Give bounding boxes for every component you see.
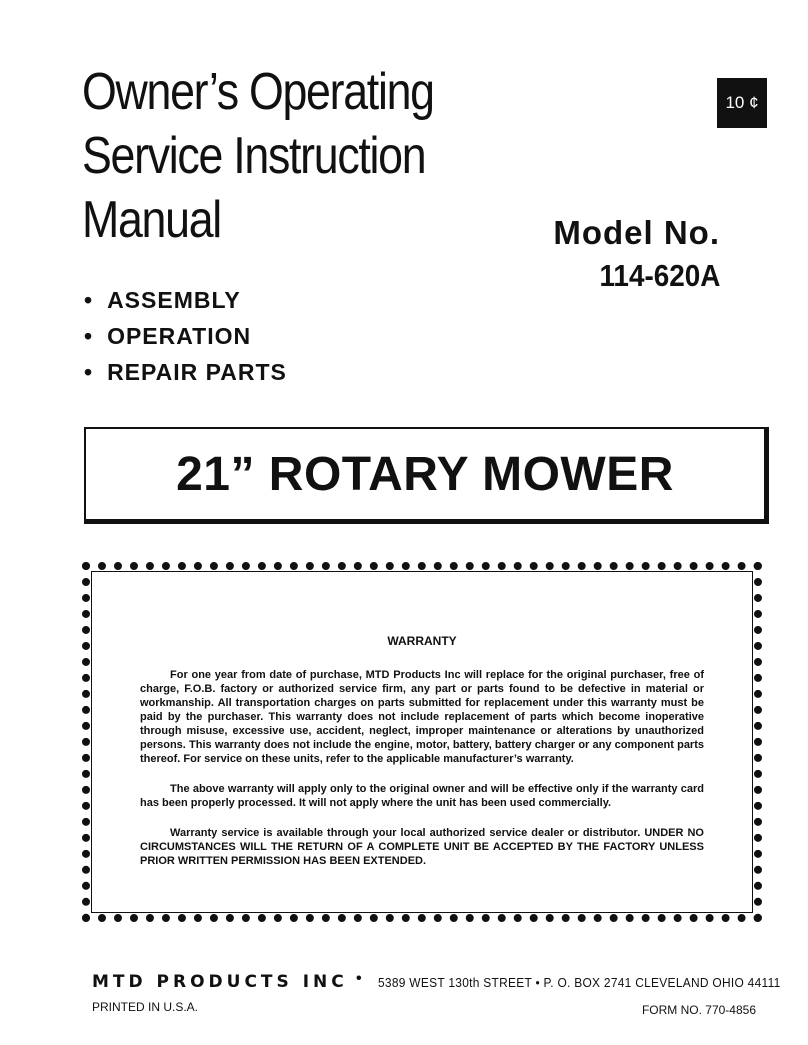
model-number: 114-620A [598, 258, 720, 293]
product-title: 21” ROTARY MOWER [176, 447, 674, 501]
title-line-2: Service Instruction [82, 127, 426, 185]
price-tag: 10 ¢ [717, 78, 767, 128]
warranty-paragraph-3: Warranty service is available through your local authorized service dealer or distributor. UNDER NO CIRCUMSTANCES WILL THE RETURN OF A COMPLETE UNIT BE ACCEPTED BY THE FACTORY UNLESS PRIOR WRITTEN PERMISSION HAS BEEN EXTENDED. [140, 827, 704, 867]
company-address: 5389 WEST 130th STREET • P. O. BOX 2741 CLEVELAND OHIO 44111 [378, 975, 781, 990]
product-title-banner [84, 427, 769, 524]
company-name: MTD PRODUCTS INC [92, 972, 348, 992]
warranty-paragraph-1: For one year from date of purchase, MTD Products Inc will replace for the original purchaser, free of charge, F.O.B. factory or authorized service firm, any part or parts found to be defective in material or workmanship. All transportation charges on parts submitted for replacement under this warranty must be paid by the purchaser. This warranty does not include replacement of parts which become inoperative through misuse, excessive use, accident, neglect, improper maintenance or alterations by unauthorized persons. This warranty does not include the engine, motor, battery, battery charger or any component parts thereof. For service on these units, refer to the applicable manufacturer’s warranty. [140, 669, 704, 765]
warranty-box [82, 562, 762, 922]
title-line-1: Owner’s Operating [82, 63, 434, 121]
warranty-heading: WARRANTY [387, 634, 457, 648]
section-item-operation: • OPERATION [84, 318, 287, 354]
section-item-assembly: • ASSEMBLY [84, 282, 287, 318]
printed-in: PRINTED IN U.S.A. [92, 1000, 199, 1014]
section-list [84, 282, 287, 390]
title-line-3: Manual [82, 191, 221, 249]
manual-title [82, 60, 434, 252]
footer-bullet: • [356, 970, 362, 987]
warranty-content [140, 634, 704, 884]
model-number-block [553, 212, 720, 297]
warranty-paragraph-2: The above warranty will apply only to the original owner and will be effective only if the warranty card has been properly processed. It will not apply where the unit has been used commercially. [140, 783, 704, 809]
section-item-repair-parts: • REPAIR PARTS [84, 354, 287, 390]
model-label: Model No. [553, 214, 720, 251]
form-number: FORM NO. 770-4856 [641, 1003, 756, 1017]
